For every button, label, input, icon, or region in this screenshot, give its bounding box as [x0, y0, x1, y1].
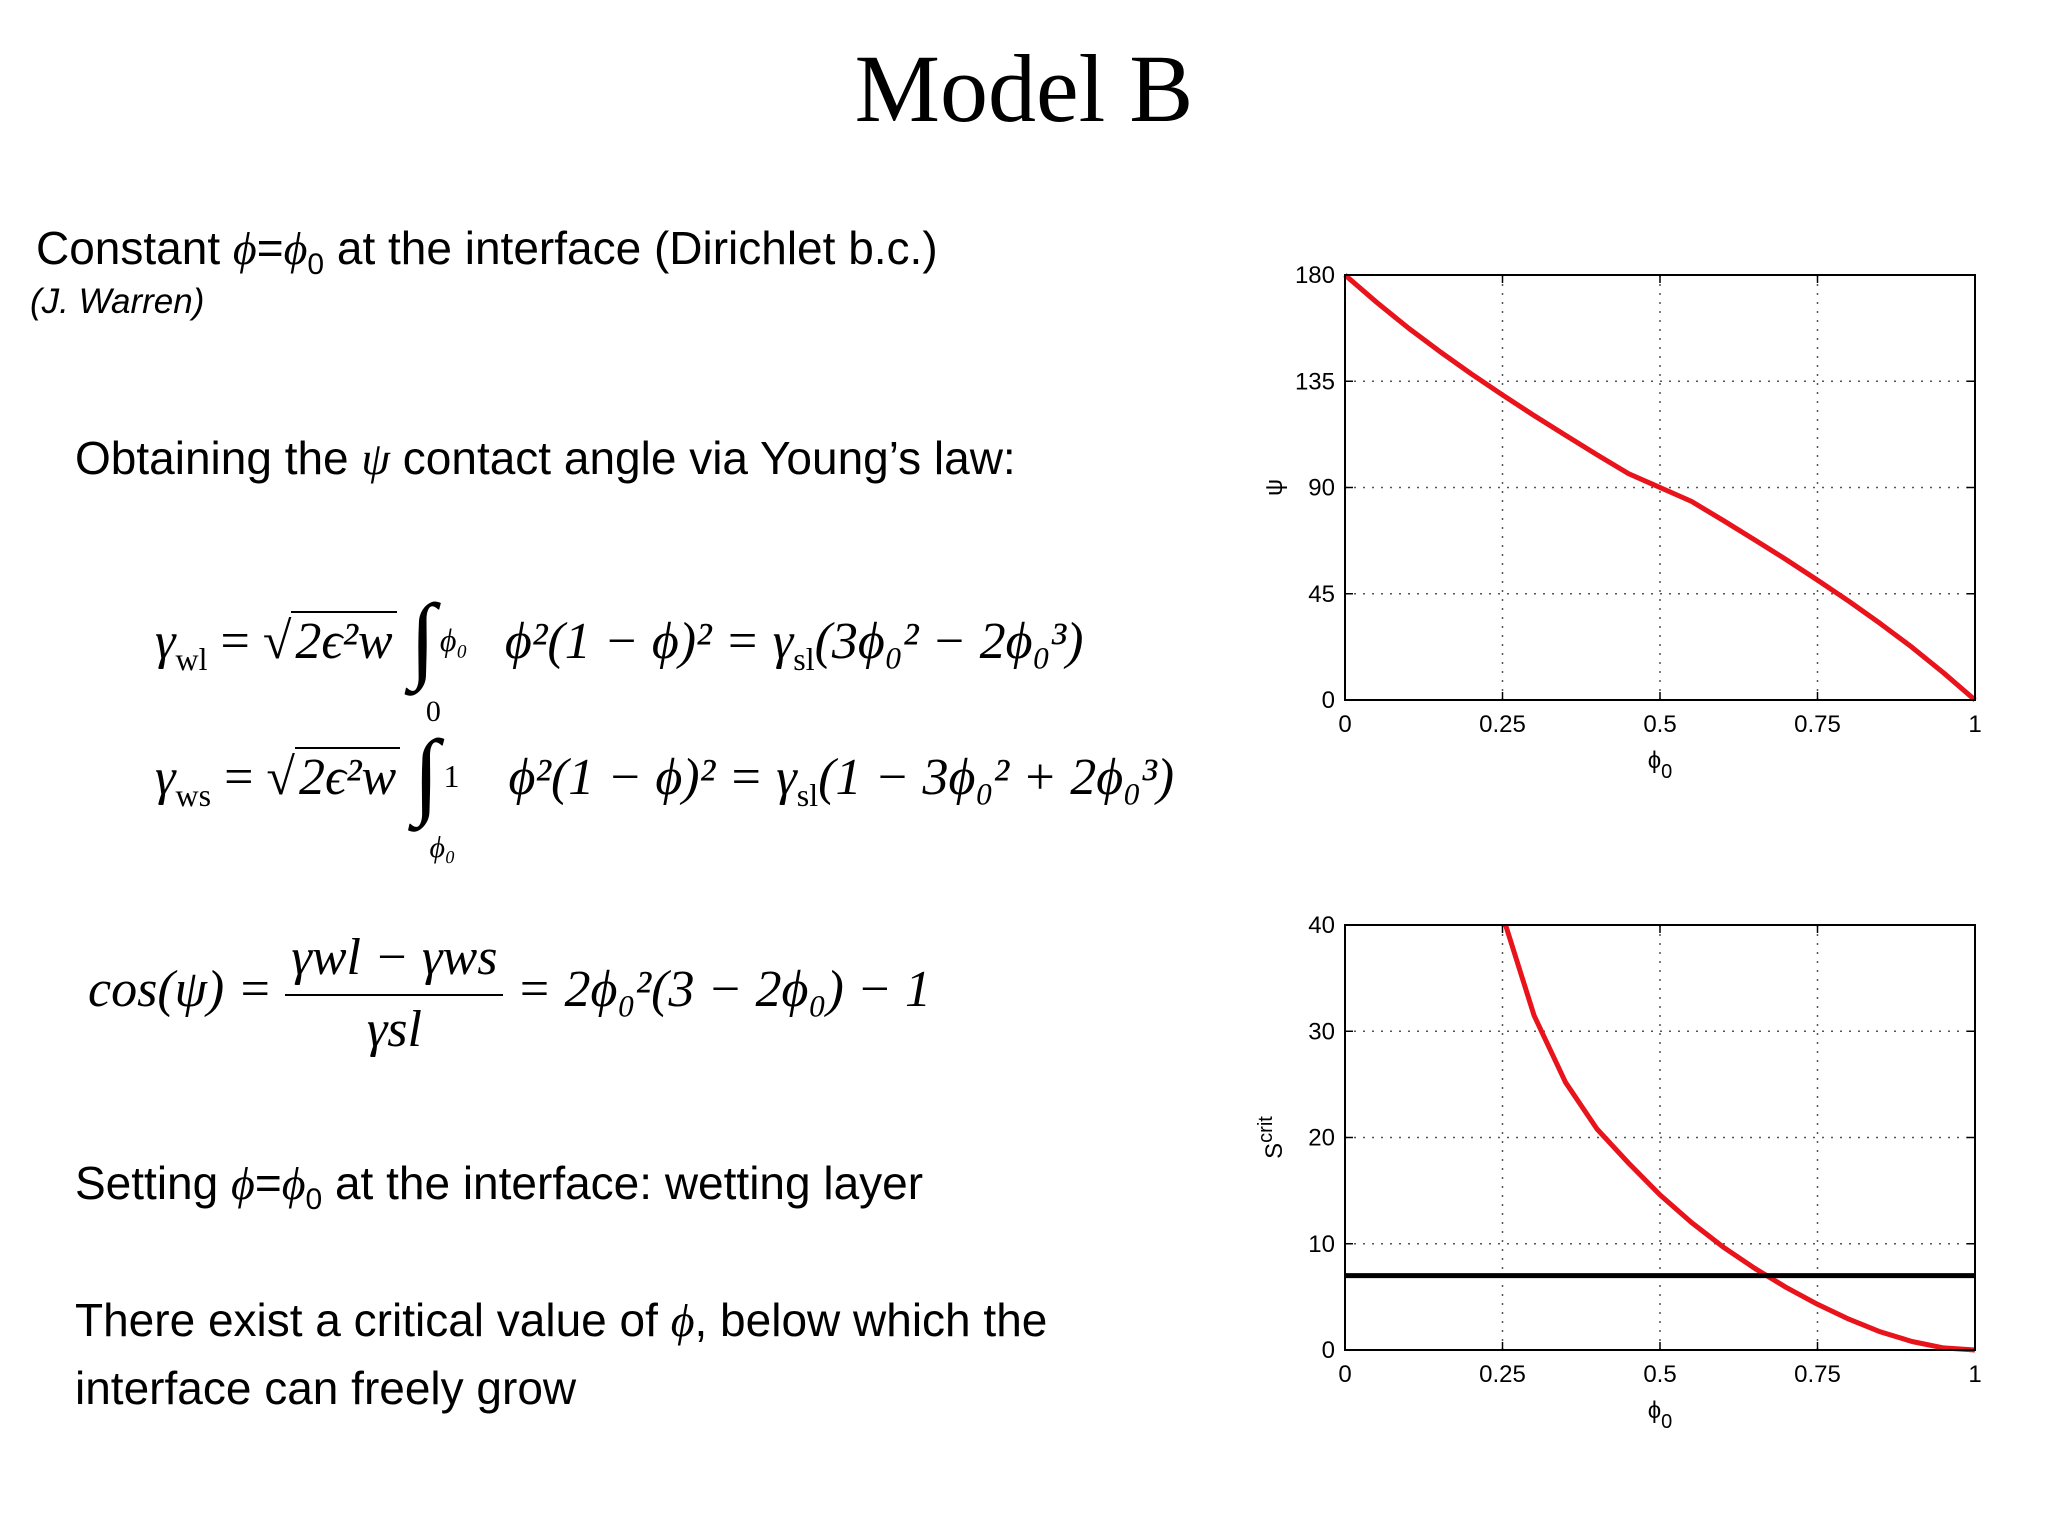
phi0-subscript: 0 [305, 1183, 323, 1217]
gamma-ws-rhs: = γ [728, 749, 797, 806]
phi-symbol: ϕ [231, 1158, 255, 1209]
gamma-ws-int-upper: 1 [443, 758, 460, 794]
psi-chart-xtick-label: 0.75 [1794, 711, 1841, 738]
scrit-chart-ylabel: $S^{crit}$ [1255, 1116, 1288, 1159]
setting-line [75, 1155, 923, 1228]
gamma-ws-eq: = [224, 749, 254, 806]
psi-chart-ytick-label: 0 [1321, 687, 1335, 714]
scrit-chart-xlabel: $\phi_0$ [1647, 1397, 1673, 1433]
gamma-wl-sqrt: 2ϵ²w [291, 611, 396, 670]
cos-lhs: cos(ψ) = [88, 960, 273, 1018]
gamma-ws-sqrt: 2ϵ²w [295, 747, 400, 806]
psi-chart-ytick-label: 135 [1294, 368, 1335, 396]
gamma-wl-integrand: ϕ²(1 − ϕ)² [504, 613, 712, 670]
critical-prefix: There exist a critical value of [75, 1294, 671, 1346]
gamma-wl-rhs-sub: sl [793, 641, 815, 677]
young-prefix: Obtaining the [75, 432, 362, 484]
psi-chart-ylabel: ψ [1261, 478, 1288, 497]
phi-symbol: ϕ [232, 223, 257, 274]
phi0-subscript: 0 [307, 248, 325, 282]
psi-chart-xtick-label: 1 [1968, 711, 1982, 738]
gamma-ws-rhs-sub: sl [796, 777, 819, 813]
gamma-wl-lhs: γ [155, 613, 176, 670]
psi-chart-xtick-label: 0 [1338, 711, 1352, 738]
scrit-chart-xtick-label: 0.25 [1479, 1361, 1526, 1388]
gamma-wl-eq: = [220, 613, 250, 670]
scrit-chart-ytick-label: 20 [1308, 1124, 1335, 1152]
author-credit: (J. Warren) [30, 282, 205, 321]
scrit-chart-ytick-label: 10 [1308, 1230, 1335, 1258]
gamma-wl-lhs-sub: wl [175, 641, 208, 677]
setting-prefix: Setting [75, 1157, 231, 1209]
gamma-wl-rhs: = γ [724, 613, 794, 670]
scrit-chart-xtick-label: 0.75 [1794, 1361, 1841, 1388]
scrit-chart-xtick-label: 0 [1338, 1361, 1352, 1388]
gamma-ws-rhs-tail: (1 − 3ϕ₀² + 2ϕ₀³) [818, 749, 1175, 806]
psi-chart-ytick-label: 180 [1294, 262, 1335, 289]
intro-suffix: at the interface (Dirichlet b.c.) [324, 222, 938, 274]
intro-prefix: Constant [36, 222, 233, 274]
psi-chart-xtick-label: 0.25 [1479, 711, 1526, 738]
scrit-chart-ytick-label: 0 [1321, 1337, 1335, 1364]
equation-gamma-ws: $\gamma_{ws} = √2\epsilon^2w$ ∫ 1 ϕ₀ $\phi^2(1 - \phi)^2 = \gamma_{sl}(1 - 3\phi_0^2 + 2\phi_0^3)$ [155, 732, 1174, 825]
equation-gamma-wl: $\gamma_{wl} = √2\epsilon^2w$ ∫ ϕ₀ 0 $\phi^2(1 - \phi)^2 = \gamma_{sl}(3\phi_0^2 - 2\phi_0^3)$ [155, 596, 1083, 689]
phi0-symbol: ϕ [283, 223, 308, 274]
gamma-wl-rhs-tail: (3ϕ₀² − 2ϕ₀³) [814, 613, 1084, 670]
scrit-chart-xtick-label: 1 [1968, 1361, 1982, 1388]
cos-rhs: = 2ϕ₀²(3 − 2ϕ₀) − 1 [516, 960, 931, 1018]
young-suffix: contact angle via Young’s law: [390, 432, 1016, 484]
cos-numerator: γwl − γws [285, 928, 503, 996]
integral-sign: ∫ [409, 584, 436, 691]
slide-title: Model B [854, 35, 1194, 142]
cos-fraction [285, 928, 503, 1060]
young-line [75, 430, 1016, 487]
psi-chart-ytick-label: 45 [1308, 580, 1335, 608]
integral-sign: ∫ [413, 720, 440, 827]
psi-symbol: ψ [361, 433, 390, 484]
psi-chart-xtick-label: 0.5 [1643, 711, 1677, 738]
setting-suffix: at the interface: wetting layer [322, 1157, 924, 1209]
scrit-chart-xtick-label: 0.5 [1643, 1361, 1677, 1388]
psi-chart [1240, 255, 2000, 795]
gamma-ws-lhs-sub: ws [175, 777, 212, 813]
gamma-wl-int-lower: 0 [425, 695, 441, 728]
critical-suffix: , below which the [694, 1294, 1048, 1346]
gamma-wl-int-upper: ϕ₀ [439, 622, 468, 658]
critical-line-1 [75, 1292, 1047, 1349]
psi-chart-xlabel: $\phi_0$ [1647, 747, 1673, 783]
cos-denominator: γsl [366, 1001, 422, 1058]
gamma-ws-integrand: ϕ²(1 − ϕ)² [508, 749, 716, 806]
scrit-chart-ytick-label: 40 [1308, 912, 1335, 939]
phi0-symbol: ϕ [281, 1158, 306, 1209]
scrit-chart-ytick-label: 30 [1308, 1018, 1335, 1046]
psi-chart-ytick-label: 90 [1308, 474, 1335, 502]
equation-cos-psi [88, 928, 931, 1060]
phi-symbol: ϕ [670, 1295, 695, 1346]
gamma-ws-int-lower: ϕ₀ [429, 831, 456, 864]
scrit-chart [1240, 905, 2000, 1445]
gamma-ws-lhs: γ [155, 749, 176, 806]
equals-sign: = [254, 1157, 282, 1209]
equals-sign: = [256, 222, 284, 274]
critical-line-2: interface can freely grow [75, 1362, 577, 1414]
